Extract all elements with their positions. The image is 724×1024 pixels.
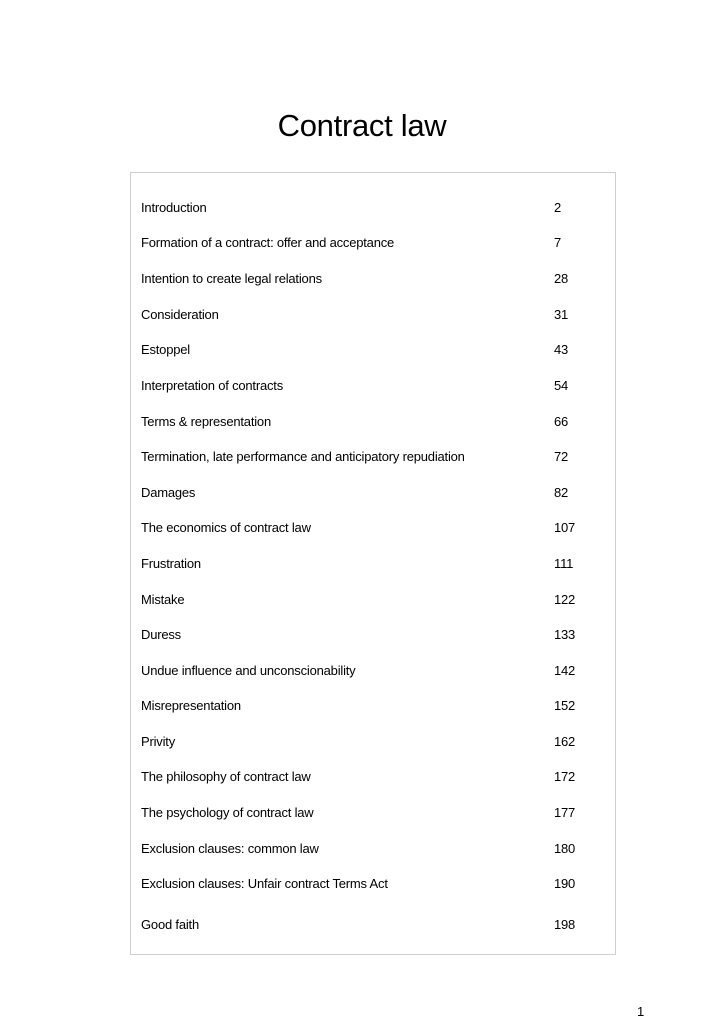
toc-row	[141, 554, 601, 574]
toc-entry-title: Introduction	[141, 200, 207, 215]
toc-entry-page: 7	[554, 235, 562, 250]
toc-entry-title: Misrepresentation	[141, 698, 241, 713]
toc-row	[141, 803, 601, 823]
toc-entry-page: 31	[554, 307, 569, 322]
toc-entry-title: Exclusion clauses: common law	[141, 841, 319, 856]
toc-row	[141, 198, 601, 218]
toc-entry-title: Estoppel	[141, 342, 190, 357]
toc-entry-title: The philosophy of contract law	[141, 769, 311, 784]
toc-entry-page: 180	[554, 841, 576, 856]
toc-row	[141, 233, 601, 253]
toc-row	[141, 412, 601, 432]
toc-entry-page: 82	[554, 485, 569, 500]
document-title: Contract law	[277, 108, 447, 143]
toc-row	[141, 590, 601, 610]
toc-entry-page: 122	[554, 592, 576, 607]
toc-entry-title: Consideration	[141, 307, 219, 322]
toc-row	[141, 661, 601, 681]
toc-entry-page: 43	[554, 342, 569, 357]
toc-entry-title: Undue influence and unconscionability	[141, 663, 356, 678]
toc-entry-title: Termination, late performance and anticipatory repudiation	[141, 449, 465, 464]
toc-entry-page: 28	[554, 271, 569, 286]
toc-row	[141, 305, 601, 325]
toc-row	[141, 874, 601, 894]
toc-row	[141, 447, 601, 467]
toc-entry-title: Formation of a contract: offer and acceptance	[141, 235, 395, 250]
table-of-contents	[130, 172, 616, 955]
toc-row	[141, 839, 601, 859]
toc-entry-title: The psychology of contract law	[141, 805, 314, 820]
toc-entry-page: 190	[554, 876, 576, 891]
toc-entry-page: 2	[554, 200, 562, 215]
toc-entry-page: 152	[554, 698, 576, 713]
toc-row	[141, 376, 601, 396]
toc-row	[141, 518, 601, 538]
toc-row	[141, 483, 601, 503]
toc-entry-title: Mistake	[141, 592, 185, 607]
toc-row	[141, 696, 601, 716]
toc-entry-title: Good faith	[141, 917, 199, 932]
page-number: 1	[637, 1004, 645, 1019]
toc-entry-title: Exclusion clauses: Unfair contract Terms Act	[141, 876, 388, 891]
toc-entry-title: Frustration	[141, 556, 201, 571]
toc-row	[141, 269, 601, 289]
toc-entry-page: 198	[554, 917, 576, 932]
toc-entry-page: 177	[554, 805, 576, 820]
toc-entry-page: 66	[554, 414, 569, 429]
toc-entry-page: 133	[554, 627, 576, 642]
toc-entry-title: Terms & representation	[141, 414, 271, 429]
toc-row	[141, 767, 601, 787]
toc-entry-title: The economics of contract law	[141, 520, 311, 535]
toc-row	[141, 915, 601, 935]
toc-entry-title: Intention to create legal relations	[141, 271, 322, 286]
toc-row	[141, 340, 601, 360]
toc-entry-title: Duress	[141, 627, 181, 642]
toc-entry-title: Privity	[141, 734, 175, 749]
toc-row	[141, 625, 601, 645]
toc-row	[141, 732, 601, 752]
toc-entry-page: 162	[554, 734, 576, 749]
toc-entry-page: 107	[554, 520, 576, 535]
toc-entry-title: Damages	[141, 485, 196, 500]
toc-entry-page: 72	[554, 449, 569, 464]
toc-entry-page: 172	[554, 769, 576, 784]
toc-entry-title: Interpretation of contracts	[141, 378, 284, 393]
toc-entry-page: 54	[554, 378, 569, 393]
toc-entry-page: 111	[554, 556, 574, 571]
toc-entry-page: 142	[554, 663, 576, 678]
